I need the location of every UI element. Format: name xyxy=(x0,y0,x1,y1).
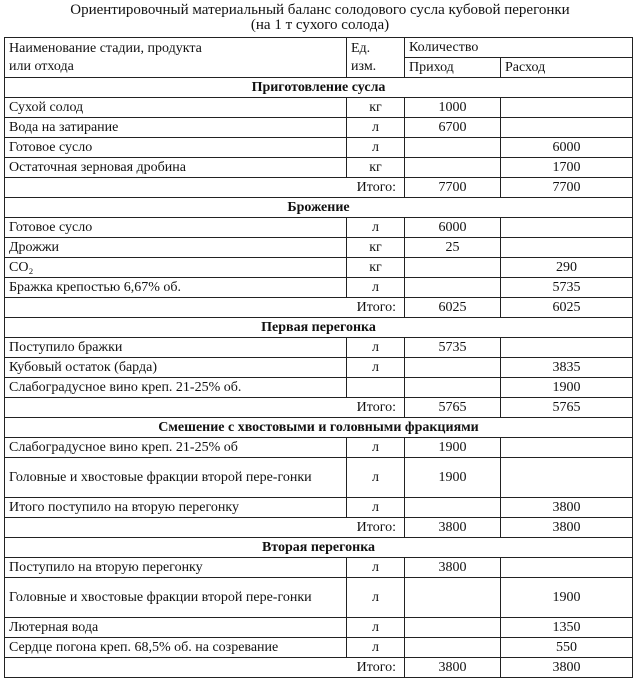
row-income xyxy=(405,378,501,398)
row-unit: кг xyxy=(347,258,405,278)
row-expense: 3835 xyxy=(501,358,633,378)
table-body xyxy=(5,78,633,678)
section-title: Брожение xyxy=(5,198,633,218)
total-label: Итого: xyxy=(5,178,405,198)
table-row xyxy=(5,278,633,298)
row-income: 5735 xyxy=(405,338,501,358)
row-name: Готовое сусло xyxy=(5,218,347,238)
row-income: 6700 xyxy=(405,118,501,138)
row-income: 1900 xyxy=(405,458,501,498)
total-row xyxy=(5,398,633,418)
total-row xyxy=(5,658,633,678)
balance-table xyxy=(4,37,633,678)
table-row xyxy=(5,358,633,378)
total-expense: 6025 xyxy=(501,298,633,318)
row-expense: 550 xyxy=(501,638,633,658)
row-expense: 1900 xyxy=(501,378,633,398)
row-unit: л xyxy=(347,218,405,238)
table-header xyxy=(5,38,633,78)
total-expense: 7700 xyxy=(501,178,633,198)
total-label: Итого: xyxy=(5,398,405,418)
row-unit: л xyxy=(347,358,405,378)
section-row xyxy=(5,198,633,218)
row-name: Поступило бражки xyxy=(5,338,347,358)
row-unit: л xyxy=(347,638,405,658)
row-name: Бражка крепостью 6,67% об. xyxy=(5,278,347,298)
table-row xyxy=(5,438,633,458)
row-name: Лютерная вода xyxy=(5,618,347,638)
header-unit-line1: Ед. xyxy=(351,40,371,56)
total-label: Итого: xyxy=(5,658,405,678)
table-row xyxy=(5,638,633,658)
row-name: Сердце погона креп. 68,5% об. на созревание xyxy=(5,638,347,658)
table-row xyxy=(5,158,633,178)
header-name-line1: Наименование стадии, продукта xyxy=(9,40,202,56)
row-expense: 3800 xyxy=(501,498,633,518)
row-name: Кубовый остаток (барда) xyxy=(5,358,347,378)
header-income: Приход xyxy=(405,58,501,78)
row-income xyxy=(405,158,501,178)
section-row xyxy=(5,318,633,338)
section-title: Первая перегонка xyxy=(5,318,633,338)
total-expense: 5765 xyxy=(501,398,633,418)
total-income: 5765 xyxy=(405,398,501,418)
row-income xyxy=(405,358,501,378)
row-unit: л xyxy=(347,438,405,458)
row-income xyxy=(405,618,501,638)
row-unit: кг xyxy=(347,238,405,258)
row-expense xyxy=(501,98,633,118)
section-title: Приготовление сусла xyxy=(5,78,633,98)
row-income xyxy=(405,278,501,298)
row-unit: л xyxy=(347,618,405,638)
table-row xyxy=(5,98,633,118)
row-income xyxy=(405,638,501,658)
row-expense xyxy=(501,218,633,238)
section-title: Смешение с хвостовыми и головными фракциями xyxy=(5,418,633,438)
section-row xyxy=(5,418,633,438)
table-row xyxy=(5,138,633,158)
row-unit xyxy=(347,378,405,398)
section-row xyxy=(5,538,633,558)
table-row xyxy=(5,338,633,358)
total-label: Итого: xyxy=(5,518,405,538)
row-unit: л xyxy=(347,558,405,578)
row-expense: 290 xyxy=(501,258,633,278)
row-unit: л xyxy=(347,338,405,358)
total-income: 7700 xyxy=(405,178,501,198)
row-expense: 1700 xyxy=(501,158,633,178)
row-expense xyxy=(501,438,633,458)
row-expense xyxy=(501,238,633,258)
table-row xyxy=(5,218,633,238)
row-income xyxy=(405,498,501,518)
row-name: Сухой солод xyxy=(5,98,347,118)
row-income: 6000 xyxy=(405,218,501,238)
total-income: 3800 xyxy=(405,518,501,538)
row-name: Слабоградусное вино креп. 21-25% об. xyxy=(5,378,347,398)
header-name-line2: или отхода xyxy=(9,58,74,74)
row-unit: кг xyxy=(347,98,405,118)
table-row xyxy=(5,578,633,618)
row-unit: л xyxy=(347,498,405,518)
row-income: 25 xyxy=(405,238,501,258)
table-row xyxy=(5,238,633,258)
row-name: CO₂ xyxy=(5,258,347,278)
header-quantity: Количество xyxy=(405,38,633,58)
total-expense: 3800 xyxy=(501,518,633,538)
row-name: Головные и хвостовые фракции второй пере-гонки xyxy=(5,458,347,498)
row-unit: л xyxy=(347,458,405,498)
row-unit: л xyxy=(347,278,405,298)
row-unit: л xyxy=(347,578,405,618)
total-label: Итого: xyxy=(5,298,405,318)
total-row xyxy=(5,518,633,538)
table-row xyxy=(5,498,633,518)
row-name: Итого поступило на вторую перегонку xyxy=(5,498,347,518)
row-name: Вода на затирание xyxy=(5,118,347,138)
row-unit: л xyxy=(347,118,405,138)
row-name: Остаточная зерновая дробина xyxy=(5,158,347,178)
row-expense: 1900 xyxy=(501,578,633,618)
total-income: 6025 xyxy=(405,298,501,318)
row-expense xyxy=(501,338,633,358)
row-expense: 6000 xyxy=(501,138,633,158)
section-row xyxy=(5,78,633,98)
row-name: Дрожжи xyxy=(5,238,347,258)
row-unit: л xyxy=(347,138,405,158)
table-row xyxy=(5,258,633,278)
table-row xyxy=(5,118,633,138)
header-name-cell xyxy=(5,38,347,78)
document-subtitle: (на 1 т сухого солода) xyxy=(250,17,390,33)
total-row xyxy=(5,178,633,198)
row-expense: 1350 xyxy=(501,618,633,638)
table-row xyxy=(5,378,633,398)
section-title: Вторая перегонка xyxy=(5,538,633,558)
row-expense: 5735 xyxy=(501,278,633,298)
total-row xyxy=(5,298,633,318)
row-unit: кг xyxy=(347,158,405,178)
row-name: Поступило на вторую перегонку xyxy=(5,558,347,578)
row-name: Головные и хвостовые фракции второй пере-гонки xyxy=(5,578,347,618)
row-income xyxy=(405,138,501,158)
row-income: 1900 xyxy=(405,438,501,458)
total-income: 3800 xyxy=(405,658,501,678)
header-expense: Расход xyxy=(501,58,633,78)
table-row xyxy=(5,558,633,578)
header-unit-cell xyxy=(347,38,405,78)
row-expense xyxy=(501,458,633,498)
table-row xyxy=(5,618,633,638)
row-income: 1000 xyxy=(405,98,501,118)
row-expense xyxy=(501,118,633,138)
row-expense xyxy=(501,558,633,578)
row-income: 3800 xyxy=(405,558,501,578)
table-row xyxy=(5,458,633,498)
total-expense: 3800 xyxy=(501,658,633,678)
header-unit-line2: изм. xyxy=(351,58,377,74)
document-title: Ориентировочный материальный баланс солодового сусла кубовой перегонки xyxy=(70,2,570,18)
row-name: Готовое сусло xyxy=(5,138,347,158)
row-name: Слабоградусное вино креп. 21-25% об xyxy=(5,438,347,458)
row-income xyxy=(405,578,501,618)
row-income xyxy=(405,258,501,278)
